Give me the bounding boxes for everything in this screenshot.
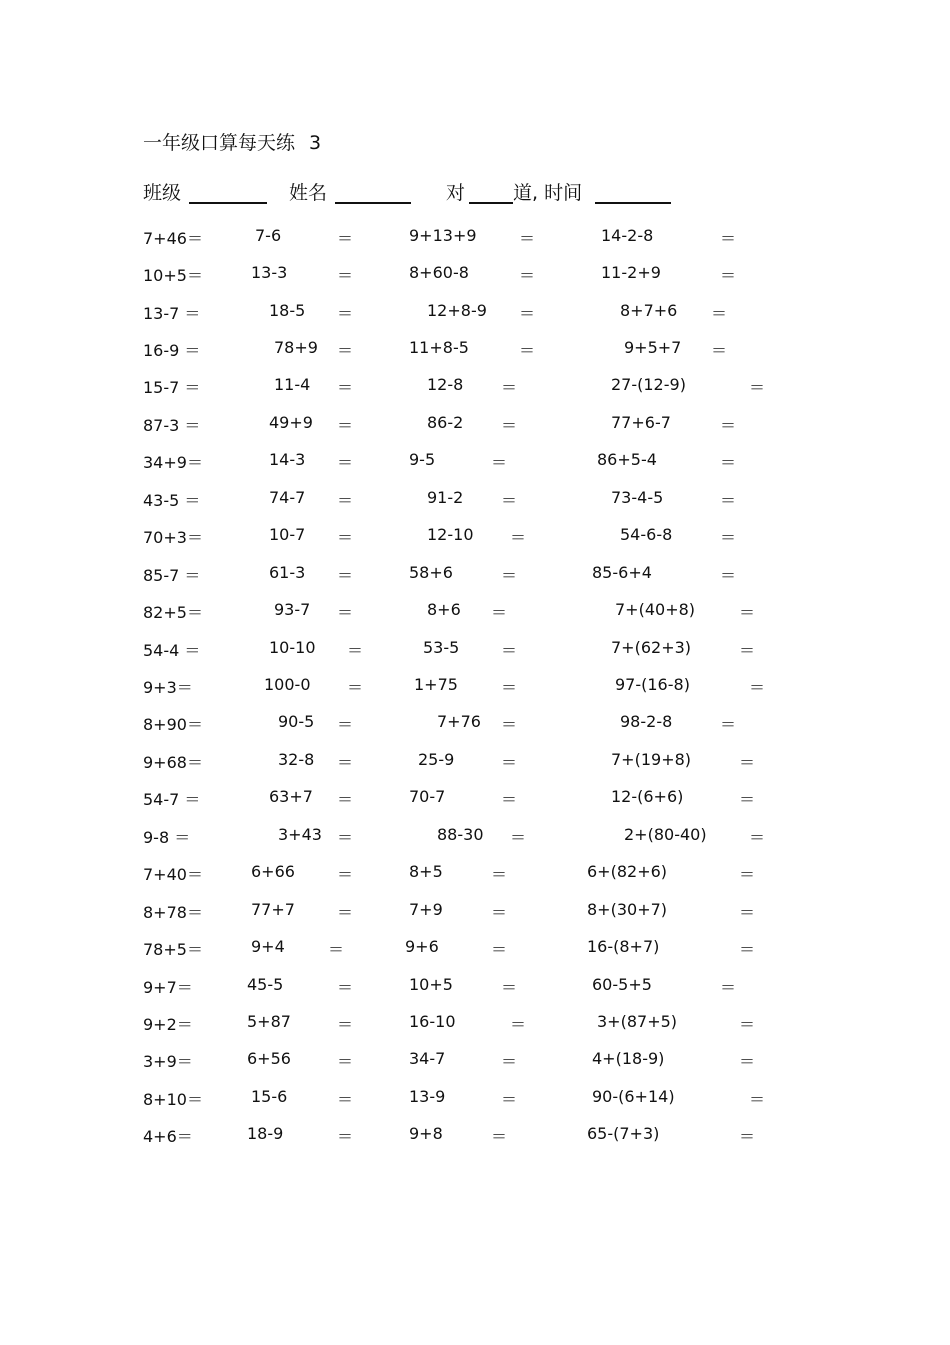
problem-expression: 8+90＝ [143,715,203,734]
equals-sign: ＝ [720,416,737,435]
equals-sign: ＝ [510,528,527,547]
equals-sign: ＝ [491,603,508,622]
problem-expression: 9+6 [405,937,439,956]
problem-expression: 88-30 [437,825,484,844]
problem-row [0,226,950,256]
problem-expression: 8+7+6 [620,301,678,320]
problem-expression: 98-2-8 [620,712,673,731]
equals-sign: ＝ [711,304,728,323]
problem-expression: 43-5 ＝ [143,491,201,510]
equals-sign: ＝ [501,566,518,585]
problem-expression: 7+(19+8) [611,750,692,769]
problem-expression: 6+66 [251,862,295,881]
problem-expression: 4+(18-9) [592,1049,665,1068]
class-label: 班级 [143,182,182,204]
problem-expression: 9+8 [409,1124,443,1143]
title-text: 一年级口算每天练 [143,132,296,154]
problem-row [0,338,950,368]
problem-row [0,263,950,293]
problem-expression: 9-8 ＝ [143,828,191,847]
equals-sign: ＝ [337,416,354,435]
equals-sign: ＝ [337,491,354,510]
problem-expression: 74-7 [269,488,306,507]
problem-expression: 7+46＝ [143,229,203,248]
equals-sign: ＝ [720,566,737,585]
equals-sign: ＝ [739,1052,756,1071]
equals-sign: ＝ [337,828,354,847]
name-blank[interactable] [335,202,411,204]
problem-expression: 54-7 ＝ [143,790,201,809]
problem-expression: 9+68＝ [143,753,203,772]
problem-expression: 13-9 [409,1087,446,1106]
problem-expression: 7+76 [437,712,481,731]
problem-expression: 78+5＝ [143,940,203,959]
problem-expression: 10-7 [269,525,306,544]
problem-row [0,600,950,630]
problem-expression: 7-6 [255,226,282,245]
equals-sign: ＝ [347,641,364,660]
equals-sign: ＝ [739,1127,756,1146]
problem-row [0,787,950,817]
problem-row [0,825,950,855]
problem-expression: 8+60-8 [409,263,469,282]
equals-sign: ＝ [501,678,518,697]
problem-row [0,862,950,892]
problem-expression: 70-7 [409,787,446,806]
problem-expression: 13-7 ＝ [143,304,201,323]
equals-sign: ＝ [739,790,756,809]
problem-row [0,450,950,480]
problem-expression: 9+5+7 [624,338,682,357]
problem-expression: 82+5＝ [143,603,203,622]
equals-sign: ＝ [739,1015,756,1034]
problem-expression: 49+9 [269,413,313,432]
time-blank[interactable] [595,202,671,204]
problem-expression: 9-5 [409,450,436,469]
equals-sign: ＝ [337,903,354,922]
equals-sign: ＝ [711,341,728,360]
problem-expression: 10+5 [409,975,453,994]
problem-expression: 86+5-4 [597,450,657,469]
equals-sign: ＝ [501,378,518,397]
equals-sign: ＝ [337,753,354,772]
equals-sign: ＝ [739,641,756,660]
problem-expression: 27-(12-9) [611,375,686,394]
equals-sign: ＝ [501,1052,518,1071]
problem-row [0,1049,950,1079]
correct-count-blank[interactable] [469,202,513,204]
problem-row [0,750,950,780]
equals-sign: ＝ [337,528,354,547]
equals-sign: ＝ [501,790,518,809]
class-blank[interactable] [189,202,267,204]
equals-sign: ＝ [328,940,345,959]
equals-sign: ＝ [337,1127,354,1146]
equals-sign: ＝ [501,416,518,435]
problem-expression: 9+13+9 [409,226,477,245]
equals-sign: ＝ [501,1090,518,1109]
problem-expression: 90-(6+14) [592,1087,675,1106]
problem-expression: 45-5 [247,975,284,994]
problem-expression: 12-8 [427,375,464,394]
problem-expression: 93-7 [274,600,311,619]
title-number: 3 [309,132,322,154]
problem-expression: 54-4 ＝ [143,641,201,660]
problem-expression: 91-2 [427,488,464,507]
problem-expression: 34+9＝ [143,453,203,472]
equals-sign: ＝ [749,828,766,847]
equals-sign: ＝ [337,715,354,734]
problem-expression: 3+9＝ [143,1052,193,1071]
problem-expression: 58+6 [409,563,453,582]
problem-row [0,413,950,443]
problem-expression: 63+7 [269,787,313,806]
equals-sign: ＝ [491,940,508,959]
problem-expression: 8+6 [427,600,461,619]
problem-expression: 12-(6+6) [611,787,684,806]
problem-expression: 9+3＝ [143,678,193,697]
equals-sign: ＝ [501,978,518,997]
problem-row [0,975,950,1005]
problem-expression: 34-7 [409,1049,446,1068]
equals-sign: ＝ [739,865,756,884]
equals-sign: ＝ [720,715,737,734]
equals-sign: ＝ [337,229,354,248]
problem-expression: 16-9 ＝ [143,341,201,360]
equals-sign: ＝ [739,940,756,959]
problem-expression: 16-10 [409,1012,456,1031]
equals-sign: ＝ [739,753,756,772]
equals-sign: ＝ [337,1015,354,1034]
problem-row [0,937,950,967]
equals-sign: ＝ [749,1090,766,1109]
problem-expression: 2+(80-40) [624,825,707,844]
problem-expression: 5+87 [247,1012,291,1031]
equals-sign: ＝ [510,828,527,847]
equals-sign: ＝ [491,903,508,922]
equals-sign: ＝ [337,865,354,884]
equals-sign: ＝ [337,341,354,360]
equals-sign: ＝ [749,378,766,397]
problem-expression: 7+(40+8) [615,600,696,619]
equals-sign: ＝ [720,978,737,997]
problem-row [0,488,950,518]
problem-expression: 73-4-5 [611,488,664,507]
problem-expression: 14-3 [269,450,306,469]
problem-row [0,1087,950,1117]
problem-row [0,1012,950,1042]
problem-expression: 18-9 [247,1124,284,1143]
problem-row [0,563,950,593]
problem-expression: 100-0 [264,675,311,694]
equals-sign: ＝ [337,304,354,323]
problem-expression: 10+5＝ [143,266,203,285]
problem-expression: 7+9 [409,900,443,919]
problem-expression: 14-2-8 [601,226,654,245]
problem-expression: 4+6＝ [143,1127,193,1146]
problem-expression: 7+40＝ [143,865,203,884]
problem-expression: 12+8-9 [427,301,487,320]
problem-expression: 9+2＝ [143,1015,193,1034]
problem-expression: 11-2+9 [601,263,661,282]
equals-sign: ＝ [501,491,518,510]
problem-expression: 8+78＝ [143,903,203,922]
problem-expression: 25-9 [418,750,455,769]
problem-row [0,900,950,930]
questions-time-label: 道, 时间 [513,182,583,204]
equals-sign: ＝ [739,603,756,622]
problem-expression: 65-(7+3) [587,1124,660,1143]
problem-expression: 11+8-5 [409,338,469,357]
correct-label: 对 [446,182,466,204]
equals-sign: ＝ [337,266,354,285]
equals-sign: ＝ [519,266,536,285]
problem-row [0,301,950,331]
equals-sign: ＝ [720,266,737,285]
problem-expression: 53-5 [423,638,460,657]
equals-sign: ＝ [720,229,737,248]
problem-expression: 85-6+4 [592,563,652,582]
equals-sign: ＝ [337,603,354,622]
equals-sign: ＝ [519,304,536,323]
equals-sign: ＝ [720,491,737,510]
equals-sign: ＝ [501,641,518,660]
problem-row [0,1124,950,1154]
problem-expression: 3+43 [278,825,322,844]
equals-sign: ＝ [749,678,766,697]
problem-expression: 6+56 [247,1049,291,1068]
problem-expression: 15-7 ＝ [143,378,201,397]
problem-expression: 97-(16-8) [615,675,690,694]
problem-expression: 6+(82+6) [587,862,668,881]
equals-sign: ＝ [491,453,508,472]
equals-sign: ＝ [720,528,737,547]
problem-expression: 12-10 [427,525,474,544]
problem-row [0,638,950,668]
problem-expression: 78+9 [274,338,318,357]
equals-sign: ＝ [337,978,354,997]
worksheet-title [143,128,321,155]
problem-row [0,712,950,742]
problem-row [0,675,950,705]
problem-expression: 1+75 [414,675,458,694]
problem-expression: 8+5 [409,862,443,881]
problem-expression: 87-3 ＝ [143,416,201,435]
equals-sign: ＝ [347,678,364,697]
problem-expression: 3+(87+5) [597,1012,678,1031]
problem-expression: 70+3＝ [143,528,203,547]
problem-expression: 18-5 [269,301,306,320]
equals-sign: ＝ [491,865,508,884]
equals-sign: ＝ [337,1090,354,1109]
equals-sign: ＝ [720,453,737,472]
problem-expression: 15-6 [251,1087,288,1106]
problem-expression: 11-4 [274,375,311,394]
equals-sign: ＝ [739,903,756,922]
problem-expression: 61-3 [269,563,306,582]
problem-expression: 32-8 [278,750,315,769]
equals-sign: ＝ [337,790,354,809]
problem-expression: 16-(8+7) [587,937,660,956]
problem-expression: 8+10＝ [143,1090,203,1109]
problem-row [0,375,950,405]
equals-sign: ＝ [337,1052,354,1071]
problem-expression: 9+7＝ [143,978,193,997]
name-label: 姓名 [289,182,328,204]
problem-expression: 60-5+5 [592,975,652,994]
problem-expression: 85-7 ＝ [143,566,201,585]
equals-sign: ＝ [337,453,354,472]
problem-expression: 54-6-8 [620,525,673,544]
problem-expression: 7+(62+3) [611,638,692,657]
problem-expression: 77+7 [251,900,295,919]
problem-expression: 77+6-7 [611,413,671,432]
problem-expression: 10-10 [269,638,316,657]
equals-sign: ＝ [491,1127,508,1146]
problem-expression: 8+(30+7) [587,900,668,919]
equals-sign: ＝ [501,715,518,734]
equals-sign: ＝ [337,378,354,397]
equals-sign: ＝ [519,341,536,360]
equals-sign: ＝ [501,753,518,772]
equals-sign: ＝ [510,1015,527,1034]
problem-row [0,525,950,555]
equals-sign: ＝ [337,566,354,585]
problem-expression: 9+4 [251,937,285,956]
problem-expression: 86-2 [427,413,464,432]
equals-sign: ＝ [519,229,536,248]
problem-expression: 13-3 [251,263,288,282]
problem-expression: 90-5 [278,712,315,731]
